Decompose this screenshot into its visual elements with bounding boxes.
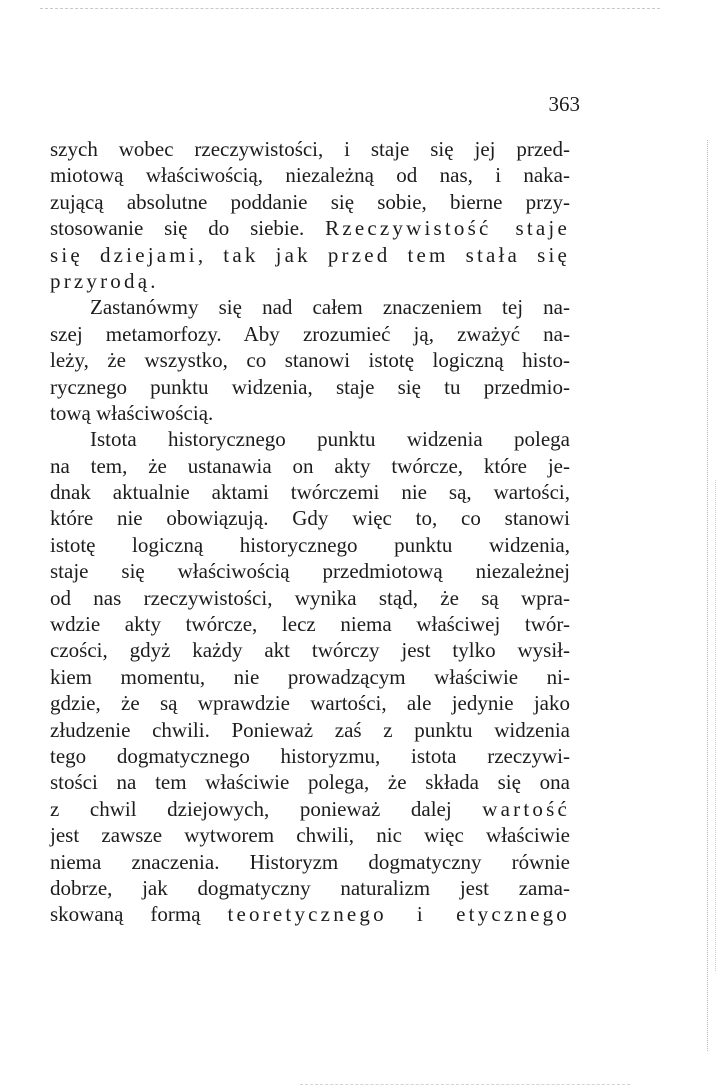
text-line: stości na tem właściwie polega, że składa się ona (50, 770, 570, 795)
text-line: rycznego punktu widzenia, staje się tu przedmio- (50, 374, 570, 399)
text-line: istotę logiczną historycznego punktu widzenia, (50, 532, 570, 557)
text-line: się dziejami, tak jak przed tem stała się (50, 242, 570, 267)
text-line (50, 796, 570, 822)
text-line: od nas rzeczywistości, wynika stąd, że są wpra- (50, 585, 570, 610)
text-line: dnak aktualnie aktami twórczemi nie są, wartości, (50, 480, 570, 505)
scan-edge-bottom (300, 1084, 630, 1085)
spaced-emphasis: wartość (482, 796, 570, 821)
text-line (50, 901, 570, 927)
text-line: złudzenie chwili. Ponieważ zaś z punktu widzenia (50, 717, 570, 742)
spaced-emphasis: teoretycznego i etycznego (227, 902, 570, 927)
text-line: wdzie akty twórcze, lecz niema właściwej twór- (50, 612, 570, 637)
text-line: niema znaczenia. Historyzm dogmatyczny równie (50, 849, 570, 874)
text-line (50, 215, 570, 241)
text-line: dobrze, jak dogmatyczny naturalizm jest zama- (50, 875, 570, 900)
text-line: tową właściwością. (50, 400, 214, 425)
scan-edge-top (40, 8, 660, 9)
text-line: miotową właściwością, niezależną od nas, i naka- (50, 163, 570, 188)
scan-edge-right (707, 140, 708, 1051)
text-line: jest zawsze wytworem chwili, nic więc właściwie (50, 823, 570, 848)
page-number: 363 (548, 92, 580, 116)
text-line: szych wobec rzeczywistości, i staje się jej przed- (50, 137, 570, 161)
text-line: kiem momentu, nie prowadzącym właściwie ni- (50, 664, 570, 689)
scan-edge-right-outer (715, 480, 716, 971)
spaced-emphasis: Rzeczywistość staje (325, 216, 570, 241)
text-line: zującą absolutne poddanie się sobie, bierne przy- (50, 189, 570, 214)
text-line: staje się właściwością przedmiotową niezależnej (50, 559, 570, 584)
text-line: tego dogmatycznego historyzmu, istota rzeczywi- (50, 743, 570, 768)
text-line: przyrodą. (50, 268, 159, 293)
text-line: szej metamorfozy. Aby zrozumieć ją, zważyć na- (50, 321, 570, 346)
text-line: leży, że wszystko, co stanowi istotę logiczną histo- (50, 348, 570, 373)
text-line: gdzie, że są wprawdzie wartości, ale jedynie jako (50, 691, 570, 716)
body-text (50, 136, 570, 928)
text-segment: z chwil dziejowych, ponieważ dalej (50, 796, 483, 821)
text-line: Istota historycznego punktu widzenia polega (90, 427, 570, 452)
text-segment: stosowanie się do siebie. (50, 216, 326, 241)
text-line: na tem, że ustanawia on akty twórcze, które je- (50, 453, 570, 478)
text-line: które nie obowiązują. Gdy więc to, co stanowi (50, 506, 570, 531)
text-line: czości, gdyż każdy akt twórczy jest tylko wysił- (50, 638, 570, 663)
text-line: Zastanówmy się nad całem znaczeniem tej na- (90, 295, 570, 320)
text-segment: skowaną formą (50, 902, 228, 927)
